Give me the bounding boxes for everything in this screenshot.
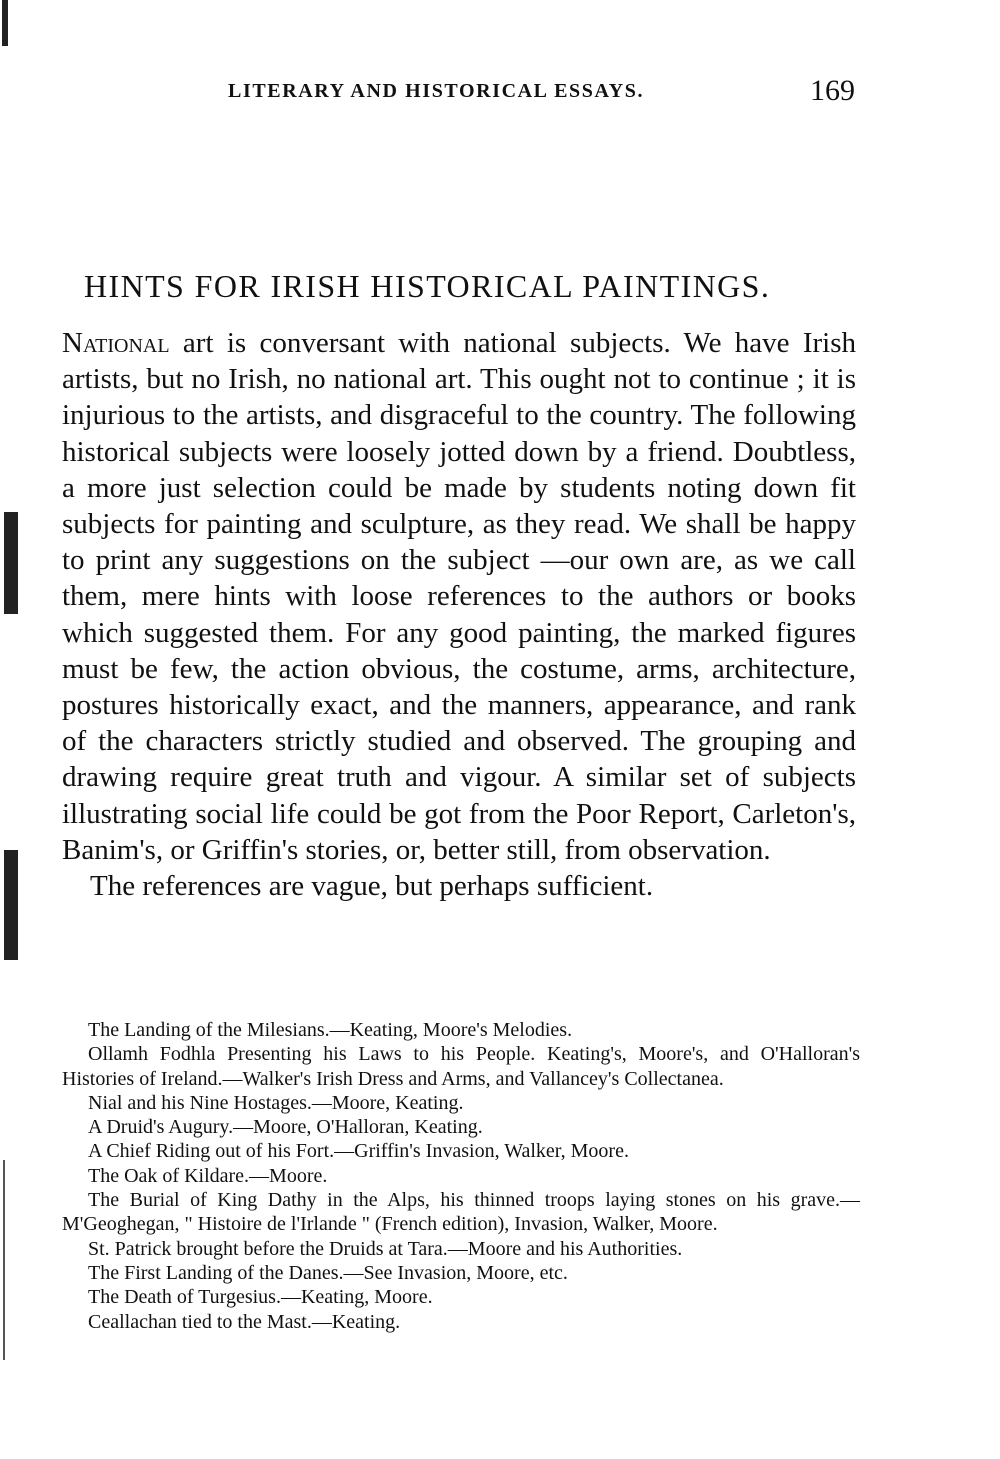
essay-body: [62, 325, 856, 904]
reference-item: The Oak of Kildare.—Moore.: [88, 1164, 328, 1187]
reference-item: A Chief Riding out of his Fort.—Griffin's Invasion, Walker, Moore.: [88, 1140, 629, 1163]
reference-item: Ceallachan tied to the Mast.—Keating.: [88, 1310, 401, 1333]
reference-item: The Landing of the Milesians.—Keating, Moore's Melodies.: [88, 1019, 573, 1041]
paragraph-1: [62, 325, 856, 868]
paragraph-2: The references are vague, but perhaps sufficient.: [90, 870, 654, 903]
reference-item: St. Patrick brought before the Druids at Tara.—Moore and his Authorities.: [88, 1237, 683, 1260]
scan-mark-top: [2, 0, 8, 46]
scan-mark-bottom: [3, 1160, 5, 1360]
reference-item: A Druid's Augury.—Moore, O'Halloran, Keating.: [88, 1116, 483, 1139]
reference-list: [62, 1018, 860, 1334]
scan-mark-lower: [4, 850, 18, 960]
reference-item: Nial and his Nine Hostages.—Moore, Keating.: [88, 1091, 464, 1114]
reference-item: Ollamh Fodhla Presenting his Laws to his People. Keating's, Moore's, and O'Halloran's Histories of Ireland.—Walker's Irish Dress and Arms, and Vallancey's Collectanea.: [62, 1043, 860, 1090]
paragraph-1-text: art is conversant with national subjects. We have Irish artists, but no Irish, no national art. This ought not to continue ; it is injurious to the artists, and disgraceful to the country. The following historical subjects were loosely jotted down by a friend. Doubtless, a more just selection could be made by students noting down fit subjects for painting and sculpture, as they read. We shall be happy to print any suggestions on the subject —our own are, as we call them, mere hints with loose references to the authors or books which suggested them. For any good painting, the marked figures must be few, the action obvious, the costume, arms, architecture, postures historically exact, and the manners, appearance, and rank of the characters strictly studied and observed. The grouping and drawing require great truth and vigour. A similar set of subjects illustrating social life could be got from the Poor Report, Carleton's, Banim's, or Griffin's stories, or, better still, from observation.: [62, 327, 856, 866]
reference-item: The First Landing of the Danes.—See Invasion, Moore, etc.: [88, 1261, 568, 1284]
running-title: LITERARY AND HISTORICAL ESSAYS.: [228, 80, 645, 102]
reference-item: The Burial of King Dathy in the Alps, his thinned troops laying stones on his grave.—M'Geoghegan, " Histoire de l'Irlande " (French edition), Invasion, Walker, Moore.: [62, 1189, 860, 1236]
opening-word: National: [62, 327, 170, 359]
essay-title: HINTS FOR IRISH HISTORICAL PAINTINGS.: [84, 268, 771, 304]
reference-item: The Death of Turgesius.—Keating, Moore.: [88, 1286, 433, 1309]
running-head: [0, 74, 1000, 114]
page-number: 169: [810, 74, 855, 107]
scan-mark-middle: [4, 512, 18, 614]
